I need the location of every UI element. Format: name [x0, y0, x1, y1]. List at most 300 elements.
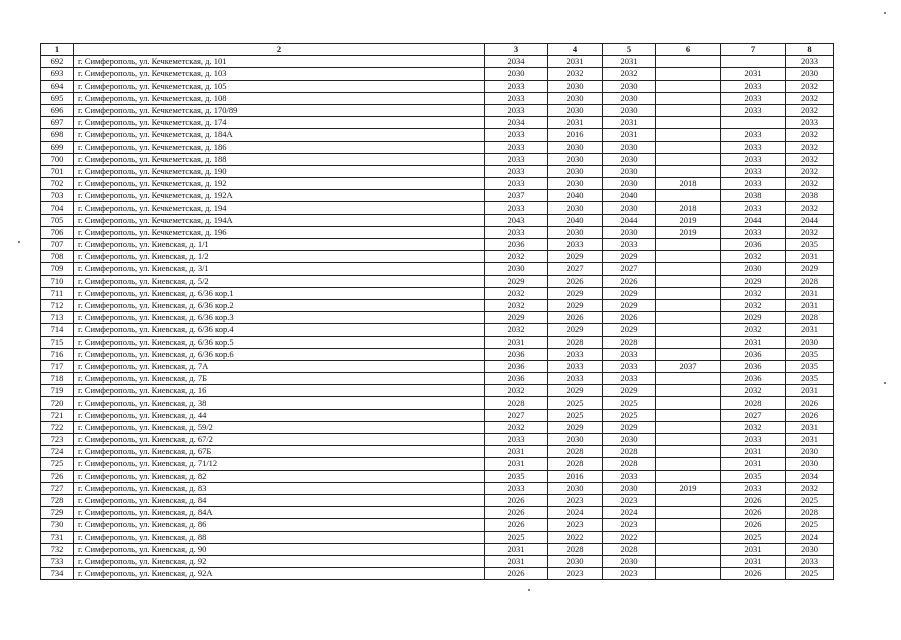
row-number: 709 — [41, 263, 74, 275]
col-8-year: 2032 — [786, 92, 834, 104]
col-7-year: 2025 — [721, 531, 786, 543]
col-8-year: 2032 — [786, 482, 834, 494]
col-6-year — [656, 446, 721, 458]
col-6-year — [656, 299, 721, 311]
col-8-year: 2031 — [786, 434, 834, 446]
col-5-year: 2030 — [603, 165, 656, 177]
table-row — [41, 287, 834, 299]
address: г. Симферополь, ул. Киевская, д. 38 — [74, 397, 485, 409]
col-4-year: 2030 — [548, 153, 603, 165]
col-5-year: 2033 — [603, 470, 656, 482]
col-3-year: 2032 — [485, 299, 548, 311]
row-number: 711 — [41, 287, 74, 299]
col-3-year: 2034 — [485, 56, 548, 68]
col-6-year: 2018 — [656, 202, 721, 214]
table-row — [41, 421, 834, 433]
col-3-year: 2026 — [485, 507, 548, 519]
col-4-year: 2028 — [548, 543, 603, 555]
table-row — [41, 190, 834, 202]
col-5-year: 2030 — [603, 202, 656, 214]
col-3-year: 2025 — [485, 531, 548, 543]
row-number: 693 — [41, 68, 74, 80]
address: г. Симферополь, ул. Кечкеметская, д. 192А — [74, 190, 485, 202]
col-7-year: 2026 — [721, 507, 786, 519]
col-7-year: 2031 — [721, 446, 786, 458]
col-7-year: 2044 — [721, 214, 786, 226]
table-row — [41, 251, 834, 263]
col-7-year: 2036 — [721, 360, 786, 372]
col-6-year — [656, 531, 721, 543]
col-6-year — [656, 336, 721, 348]
col-5-year: 2028 — [603, 458, 656, 470]
col-8-year: 2024 — [786, 531, 834, 543]
col-3-year: 2026 — [485, 568, 548, 580]
col-6-year — [656, 458, 721, 470]
col-6-year: 2019 — [656, 214, 721, 226]
col-5-year: 2044 — [603, 214, 656, 226]
col-7-year: 2033 — [721, 141, 786, 153]
col-3-year: 2033 — [485, 80, 548, 92]
row-number: 695 — [41, 92, 74, 104]
row-number: 710 — [41, 275, 74, 287]
col-6-year — [656, 80, 721, 92]
col-3-year: 2029 — [485, 312, 548, 324]
col-8-year: 2030 — [786, 446, 834, 458]
col-8-year: 2038 — [786, 190, 834, 202]
column-header: 1 — [41, 44, 74, 56]
col-6-year — [656, 373, 721, 385]
col-3-year: 2031 — [485, 446, 548, 458]
address: г. Симферополь, ул. Киевская, д. 6/36 кор.3 — [74, 312, 485, 324]
col-4-year: 2029 — [548, 385, 603, 397]
scan-speck — [18, 241, 20, 243]
col-7-year: 2033 — [721, 434, 786, 446]
table-row — [41, 543, 834, 555]
col-6-year — [656, 275, 721, 287]
col-3-year: 2034 — [485, 117, 548, 129]
table-row — [41, 117, 834, 129]
col-8-year: 2032 — [786, 202, 834, 214]
col-3-year: 2032 — [485, 324, 548, 336]
col-4-year: 2029 — [548, 421, 603, 433]
address: г. Симферополь, ул. Киевская, д. 44 — [74, 409, 485, 421]
row-number: 696 — [41, 104, 74, 116]
col-7-year: 2036 — [721, 373, 786, 385]
row-number: 721 — [41, 409, 74, 421]
col-7-year — [721, 117, 786, 129]
address: г. Симферополь, ул. Киевская, д. 5/2 — [74, 275, 485, 287]
col-6-year — [656, 287, 721, 299]
col-6-year — [656, 397, 721, 409]
col-4-year: 2016 — [548, 470, 603, 482]
col-5-year: 2027 — [603, 263, 656, 275]
col-5-year: 2032 — [603, 68, 656, 80]
address: г. Симферополь, ул. Кечкеметская, д. 170/89 — [74, 104, 485, 116]
address: г. Симферополь, ул. Киевская, д. 7А — [74, 360, 485, 372]
row-number: 718 — [41, 373, 74, 385]
row-number: 725 — [41, 458, 74, 470]
column-header: 7 — [721, 44, 786, 56]
table-row — [41, 409, 834, 421]
col-5-year: 2030 — [603, 178, 656, 190]
table-row — [41, 239, 834, 251]
header-row — [41, 44, 834, 56]
col-7-year — [721, 56, 786, 68]
col-7-year: 2033 — [721, 178, 786, 190]
col-8-year: 2032 — [786, 165, 834, 177]
col-3-year: 2027 — [485, 409, 548, 421]
col-6-year — [656, 543, 721, 555]
col-3-year: 2033 — [485, 165, 548, 177]
table-row — [41, 80, 834, 92]
col-7-year: 2032 — [721, 421, 786, 433]
row-number: 712 — [41, 299, 74, 311]
col-8-year: 2035 — [786, 239, 834, 251]
row-number: 698 — [41, 129, 74, 141]
col-8-year: 2028 — [786, 507, 834, 519]
col-8-year: 2030 — [786, 336, 834, 348]
col-6-year — [656, 434, 721, 446]
table-row — [41, 275, 834, 287]
col-4-year: 2029 — [548, 287, 603, 299]
address: г. Симферополь, ул. Киевская, д. 7Б — [74, 373, 485, 385]
col-7-year: 2035 — [721, 470, 786, 482]
col-3-year: 2032 — [485, 421, 548, 433]
table-row — [41, 165, 834, 177]
col-4-year: 2030 — [548, 555, 603, 567]
col-8-year: 2031 — [786, 385, 834, 397]
address: г. Симферополь, ул. Киевская, д. 1/2 — [74, 251, 485, 263]
row-number: 733 — [41, 555, 74, 567]
table-row — [41, 104, 834, 116]
scan-speck — [528, 589, 530, 591]
col-3-year: 2033 — [485, 141, 548, 153]
col-8-year: 2030 — [786, 68, 834, 80]
col-8-year: 2035 — [786, 348, 834, 360]
col-8-year: 2029 — [786, 263, 834, 275]
col-4-year: 2040 — [548, 214, 603, 226]
table-row — [41, 92, 834, 104]
col-3-year: 2043 — [485, 214, 548, 226]
col-7-year: 2029 — [721, 312, 786, 324]
address: г. Симферополь, ул. Киевская, д. 59/2 — [74, 421, 485, 433]
table-row — [41, 507, 834, 519]
col-3-year: 2033 — [485, 482, 548, 494]
col-3-year: 2030 — [485, 68, 548, 80]
address: г. Симферополь, ул. Кечкеметская, д. 108 — [74, 92, 485, 104]
col-5-year: 2029 — [603, 251, 656, 263]
col-5-year: 2030 — [603, 80, 656, 92]
col-7-year: 2032 — [721, 287, 786, 299]
col-7-year: 2033 — [721, 153, 786, 165]
col-4-year: 2030 — [548, 226, 603, 238]
table-row — [41, 482, 834, 494]
col-3-year: 2036 — [485, 373, 548, 385]
col-6-year — [656, 507, 721, 519]
col-6-year: 2018 — [656, 178, 721, 190]
col-4-year: 2028 — [548, 458, 603, 470]
col-6-year — [656, 385, 721, 397]
col-8-year: 2025 — [786, 494, 834, 506]
row-number: 716 — [41, 348, 74, 360]
col-6-year — [656, 348, 721, 360]
col-8-year: 2031 — [786, 421, 834, 433]
col-4-year: 2030 — [548, 92, 603, 104]
col-3-year: 2029 — [485, 275, 548, 287]
col-7-year: 2027 — [721, 409, 786, 421]
col-3-year: 2033 — [485, 92, 548, 104]
col-4-year: 2016 — [548, 129, 603, 141]
col-5-year: 2033 — [603, 239, 656, 251]
col-7-year: 2028 — [721, 397, 786, 409]
col-6-year — [656, 263, 721, 275]
row-number: 715 — [41, 336, 74, 348]
col-4-year: 2030 — [548, 80, 603, 92]
table-row — [41, 494, 834, 506]
address: г. Симферополь, ул. Кечкеметская, д. 192 — [74, 178, 485, 190]
col-6-year: 2019 — [656, 226, 721, 238]
row-number: 708 — [41, 251, 74, 263]
row-number: 723 — [41, 434, 74, 446]
address: г. Симферополь, ул. Киевская, д. 71/12 — [74, 458, 485, 470]
address: г. Симферополь, ул. Киевская, д. 6/36 кор.5 — [74, 336, 485, 348]
col-5-year: 2023 — [603, 568, 656, 580]
address: г. Симферополь, ул. Киевская, д. 3/1 — [74, 263, 485, 275]
address: г. Симферополь, ул. Киевская, д. 16 — [74, 385, 485, 397]
col-5-year: 2029 — [603, 287, 656, 299]
address: г. Симферополь, ул. Киевская, д. 88 — [74, 531, 485, 543]
col-3-year: 2033 — [485, 202, 548, 214]
address: г. Симферополь, ул. Кечкеметская, д. 103 — [74, 68, 485, 80]
row-number: 734 — [41, 568, 74, 580]
col-8-year: 2033 — [786, 117, 834, 129]
col-6-year — [656, 470, 721, 482]
col-3-year: 2033 — [485, 129, 548, 141]
address: г. Симферополь, ул. Киевская, д. 6/36 кор.1 — [74, 287, 485, 299]
col-8-year: 2031 — [786, 251, 834, 263]
col-3-year: 2033 — [485, 434, 548, 446]
col-7-year: 2031 — [721, 458, 786, 470]
address: г. Симферополь, ул. Киевская, д. 67/2 — [74, 434, 485, 446]
col-8-year: 2025 — [786, 519, 834, 531]
table-row — [41, 129, 834, 141]
col-4-year: 2027 — [548, 263, 603, 275]
col-6-year — [656, 568, 721, 580]
column-header: 4 — [548, 44, 603, 56]
col-5-year: 2029 — [603, 421, 656, 433]
col-7-year: 2030 — [721, 263, 786, 275]
table-row — [41, 555, 834, 567]
col-5-year: 2025 — [603, 397, 656, 409]
table-row — [41, 324, 834, 336]
col-3-year: 2032 — [485, 385, 548, 397]
row-number: 726 — [41, 470, 74, 482]
row-number: 717 — [41, 360, 74, 372]
col-5-year: 2029 — [603, 299, 656, 311]
col-6-year — [656, 141, 721, 153]
col-7-year: 2032 — [721, 385, 786, 397]
col-5-year: 2028 — [603, 446, 656, 458]
table-row — [41, 348, 834, 360]
col-4-year: 2023 — [548, 494, 603, 506]
col-4-year: 2033 — [548, 373, 603, 385]
row-number: 729 — [41, 507, 74, 519]
col-8-year: 2035 — [786, 360, 834, 372]
col-6-year — [656, 324, 721, 336]
col-4-year: 2040 — [548, 190, 603, 202]
col-4-year: 2030 — [548, 165, 603, 177]
col-4-year: 2023 — [548, 519, 603, 531]
col-3-year: 2033 — [485, 178, 548, 190]
row-number: 722 — [41, 421, 74, 433]
col-8-year: 2026 — [786, 397, 834, 409]
col-7-year: 2031 — [721, 543, 786, 555]
col-5-year: 2024 — [603, 507, 656, 519]
table-row — [41, 299, 834, 311]
col-8-year: 2026 — [786, 409, 834, 421]
col-7-year: 2033 — [721, 165, 786, 177]
row-number: 706 — [41, 226, 74, 238]
col-6-year — [656, 519, 721, 531]
col-3-year: 2028 — [485, 397, 548, 409]
col-7-year: 2029 — [721, 275, 786, 287]
col-7-year: 2031 — [721, 68, 786, 80]
col-7-year: 2026 — [721, 519, 786, 531]
col-4-year: 2023 — [548, 568, 603, 580]
col-5-year: 2029 — [603, 385, 656, 397]
col-8-year: 2028 — [786, 312, 834, 324]
col-5-year: 2026 — [603, 275, 656, 287]
col-4-year: 2031 — [548, 117, 603, 129]
col-8-year: 2032 — [786, 178, 834, 190]
address: г. Симферополь, ул. Киевская, д. 82 — [74, 470, 485, 482]
row-number: 728 — [41, 494, 74, 506]
col-4-year: 2030 — [548, 434, 603, 446]
row-number: 713 — [41, 312, 74, 324]
row-number: 731 — [41, 531, 74, 543]
table-row — [41, 519, 834, 531]
col-5-year: 2033 — [603, 348, 656, 360]
col-4-year: 2024 — [548, 507, 603, 519]
row-number: 700 — [41, 153, 74, 165]
col-8-year: 2032 — [786, 226, 834, 238]
col-5-year: 2030 — [603, 104, 656, 116]
col-7-year: 2036 — [721, 239, 786, 251]
col-6-year — [656, 190, 721, 202]
col-8-year: 2031 — [786, 299, 834, 311]
row-number: 704 — [41, 202, 74, 214]
col-3-year: 2035 — [485, 470, 548, 482]
address: г. Симферополь, ул. Киевская, д. 67Б — [74, 446, 485, 458]
col-4-year: 2022 — [548, 531, 603, 543]
column-header: 5 — [603, 44, 656, 56]
col-6-year — [656, 251, 721, 263]
col-4-year: 2028 — [548, 446, 603, 458]
col-8-year: 2032 — [786, 141, 834, 153]
table-row — [41, 56, 834, 68]
col-4-year: 2030 — [548, 202, 603, 214]
row-number: 694 — [41, 80, 74, 92]
address: г. Симферополь, ул. Киевская, д. 84А — [74, 507, 485, 519]
col-8-year: 2031 — [786, 324, 834, 336]
row-number: 707 — [41, 239, 74, 251]
row-number: 699 — [41, 141, 74, 153]
col-6-year — [656, 239, 721, 251]
table-row — [41, 202, 834, 214]
col-8-year: 2030 — [786, 543, 834, 555]
col-6-year — [656, 68, 721, 80]
table-row — [41, 458, 834, 470]
col-4-year: 2025 — [548, 397, 603, 409]
col-7-year: 2026 — [721, 494, 786, 506]
address: г. Симферополь, ул. Киевская, д. 6/36 кор.4 — [74, 324, 485, 336]
col-6-year — [656, 117, 721, 129]
table-row — [41, 397, 834, 409]
housing-table — [40, 43, 834, 580]
table-row — [41, 531, 834, 543]
col-3-year: 2031 — [485, 336, 548, 348]
col-5-year: 2028 — [603, 543, 656, 555]
col-8-year: 2025 — [786, 568, 834, 580]
col-3-year: 2031 — [485, 458, 548, 470]
col-4-year: 2032 — [548, 68, 603, 80]
col-3-year: 2033 — [485, 226, 548, 238]
col-6-year: 2037 — [656, 360, 721, 372]
table-row — [41, 226, 834, 238]
address: г. Симферополь, ул. Киевская, д. 92А — [74, 568, 485, 580]
col-4-year: 2030 — [548, 104, 603, 116]
col-8-year: 2035 — [786, 373, 834, 385]
address: г. Симферополь, ул. Кечкеметская, д. 184А — [74, 129, 485, 141]
col-7-year: 2033 — [721, 226, 786, 238]
col-6-year — [656, 494, 721, 506]
col-3-year: 2031 — [485, 555, 548, 567]
col-6-year — [656, 312, 721, 324]
col-7-year: 2038 — [721, 190, 786, 202]
col-4-year: 2029 — [548, 324, 603, 336]
col-4-year: 2030 — [548, 141, 603, 153]
col-7-year: 2032 — [721, 324, 786, 336]
scan-speck — [884, 12, 886, 14]
col-6-year — [656, 92, 721, 104]
table-row — [41, 373, 834, 385]
col-8-year: 2032 — [786, 104, 834, 116]
col-5-year: 2022 — [603, 531, 656, 543]
col-3-year: 2026 — [485, 519, 548, 531]
address: г. Симферополь, ул. Киевская, д. 6/36 кор.2 — [74, 299, 485, 311]
address: г. Симферополь, ул. Кечкеметская, д. 105 — [74, 80, 485, 92]
address: г. Симферополь, ул. Киевская, д. 84 — [74, 494, 485, 506]
col-5-year: 2040 — [603, 190, 656, 202]
address: г. Симферополь, ул. Кечкеметская, д. 174 — [74, 117, 485, 129]
col-5-year: 2030 — [603, 482, 656, 494]
row-number: 705 — [41, 214, 74, 226]
column-header: 6 — [656, 44, 721, 56]
table-body — [41, 44, 834, 580]
row-number: 727 — [41, 482, 74, 494]
table-row — [41, 68, 834, 80]
col-3-year: 2026 — [485, 494, 548, 506]
col-4-year: 2028 — [548, 336, 603, 348]
table-row — [41, 470, 834, 482]
table-row — [41, 153, 834, 165]
col-4-year: 2025 — [548, 409, 603, 421]
address: г. Симферополь, ул. Кечкеметская, д. 194 — [74, 202, 485, 214]
col-5-year: 2030 — [603, 555, 656, 567]
col-3-year: 2037 — [485, 190, 548, 202]
col-7-year: 2033 — [721, 129, 786, 141]
col-8-year: 2034 — [786, 470, 834, 482]
